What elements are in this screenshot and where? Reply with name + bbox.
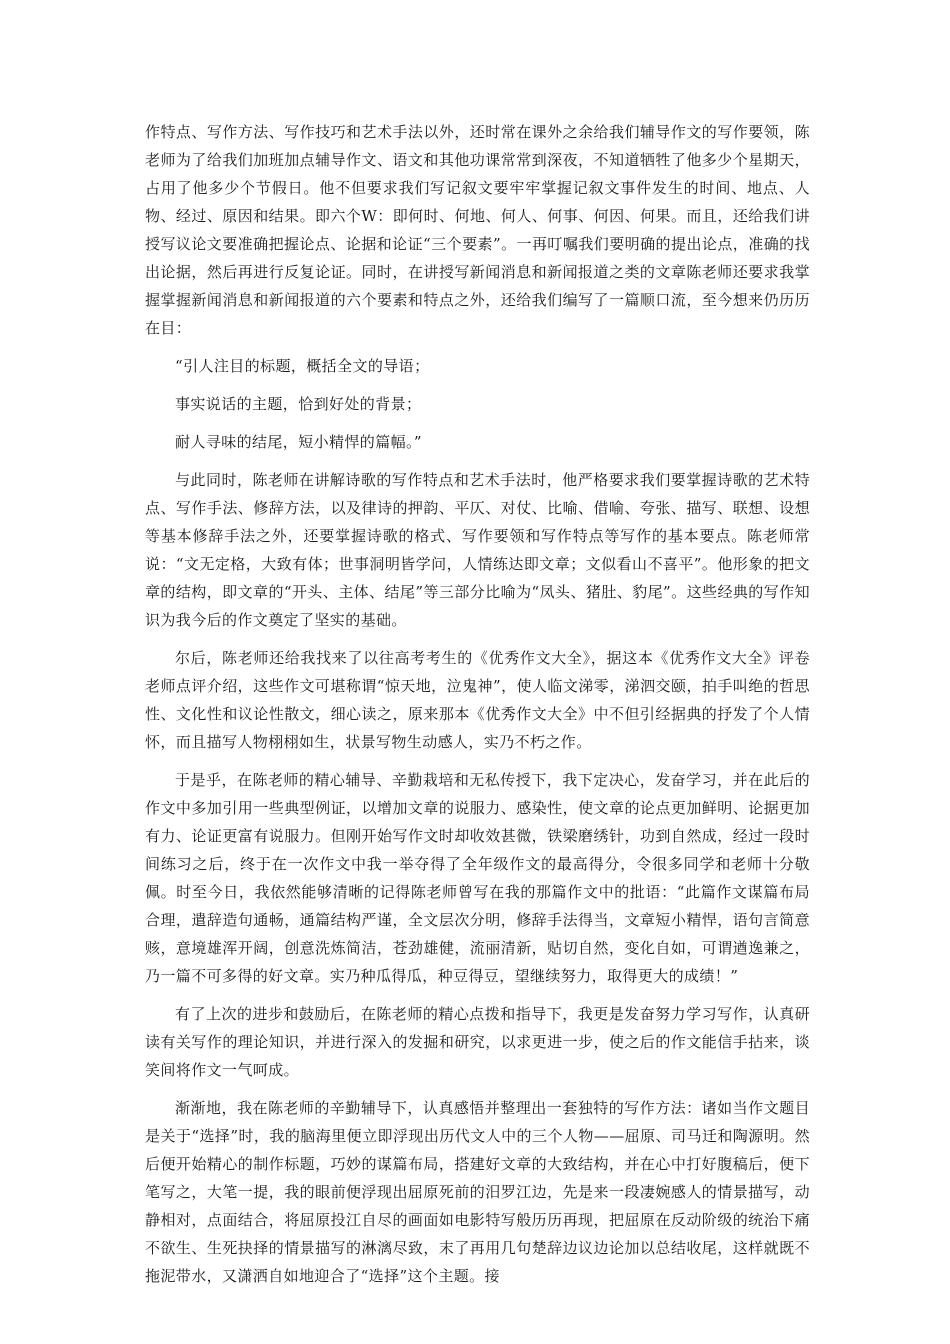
quoted-verse bbox=[145, 352, 810, 456]
paragraph-6: 渐渐地，我在陈老师的辛勤辅导下，认真感悟并整理出一套独特的写作方法：诸如当作文题目是关于“选择”时，我的脑海里便立即浮现出历代文人中的三个人物——屈原、司马迁和陶源明。然后便开始精心的制作标题，巧妙的谋篇布局，搭建好文章的大致结构，并在心中打好腹稿后，便下笔写之，大笔一提，我的眼前便浮现出屈原死前的汨罗江边，先是来一段凄婉感人的情景描写，动静相对，点面结合，将屈原投江自尽的画面如电影特写般历历再现，把屈原在反动阶级的统治下痛不欲生、生死抉择的情景描写的淋漓尽致，末了再用几句楚辞边议边论加以总结收尾，这样就既不拖泥带水，又潇洒自如地迎合了“选择”这个主题。接 bbox=[145, 1099, 810, 1285]
paragraph-3: 尔后，陈老师还给我找来了以往高考考生的《优秀作文大全》，据这本《优秀作文大全》评卷老师点评介绍，这些作文可堪称谓“惊天地，泣鬼神”，使人临文涕零，涕泗交颐，拍手叫绝的哲思性、文化性和议论性散文，细心读之，原来那本《优秀作文大全》中不但引经据典的抒发了个人情怀，而且描写人物栩栩如生，状景写物生动感人，实乃不朽之作。 bbox=[145, 649, 810, 751]
paragraph-1: 作特点、写作方法、写作技巧和艺术手法以外，还时常在课外之余给我们辅导作文的写作要领，陈老师为了给我们加班加点辅导作文、语文和其他功课常常到深夜，不知道牺牲了他多少个星期天，占用了他多少个节假日。他不但要求我们写记叙文要牢牢掌握记叙文事件发生的时间、地点、人物、经过、原因和结果。即六个W：即何时、何地、何人、何事、何因、何果。而且，还给我们讲授写议论文要准确把握论点、论据和论证“三个要素”。一再叮嘱我们要明确的提出论点，准确的找出论据，然后再进行反复论证。同时，在讲授写新闻消息和新闻报道之类的文章陈老师还要求我掌握掌握新闻消息和新闻报道的六个要素和特点之外，还给我们编写了一篇顺口流，至今想来仍历历在目： bbox=[145, 123, 810, 337]
paragraph-2: 与此同时，陈老师在讲解诗歌的写作特点和艺术手法时，他严格要求我们要掌握诗歌的艺术特点、写作手法、修辞方法，以及律诗的押韵、平仄、对仗、比喻、借喻、夸张、描写、联想、设想等基本修辞手法之外，还要掌握诗歌的格式、写作要领和写作特点等写作的基本要点。陈老师常说：“文无定格，大致有体；世事洞明皆学问，人情练达即文章；文似看山不喜平”。他形象的把文章的结构，即文章的“开头、主体、结尾”等三部分比喻为“凤头、猪肚、豹尾”。这些经典的写作知识为我今后的作文奠定了坚实的基础。 bbox=[145, 471, 810, 629]
paragraph-4: 于是乎，在陈老师的精心辅导、辛勤栽培和无私传授下，我下定决心，发奋学习，并在此后的作文中多加引用一些典型例证，以增加文章的说服力、感染性，使文章的论点更加鲜明、论据更加有力、论证更富有说服力。但刚开始写作文时却收效甚微，铁梁磨绣针，功到自然成，经过一段时间练习之后，终于在一次作文中我一举夺得了全年级作文的最高得分，令很多同学和老师十分敬佩。时至今日，我依然能够清晰的记得陈老师曾写在我的那篇作文中的批语：“此篇作文谋篇布局合理，遣辞造句通畅，通篇结构严谨，全文层次分明，修辞手法得当，文章短小精悍，语句言简意赅，意境雄浑开阔，创意洗炼简洁，苍劲雄健，流丽清新，贴切自然，变化自如，可谓遒逸兼之，乃一篇不可多得的好文章。实乃种瓜得瓜，种豆得豆，望继续努力，取得更大的成绩！” bbox=[145, 771, 810, 985]
paragraph-5: 有了上次的进步和鼓励后，在陈老师的精心点拨和指导下，我更是发奋努力学习写作，认真研读有关写作的理论知识，并进行深入的发掘和研究，以求更进一步，使之后的作文能信手拈来，谈笑间将作文一气呵成。 bbox=[145, 1005, 810, 1079]
verse-line-3: 耐人寻味的结尾，短小精悍的篇幅。” bbox=[175, 433, 422, 451]
verse-line-2: 事实说话的主题，恰到好处的背景； bbox=[175, 395, 422, 413]
verse-line-1: “引人注目的标题，概括全文的导语； bbox=[175, 357, 430, 375]
